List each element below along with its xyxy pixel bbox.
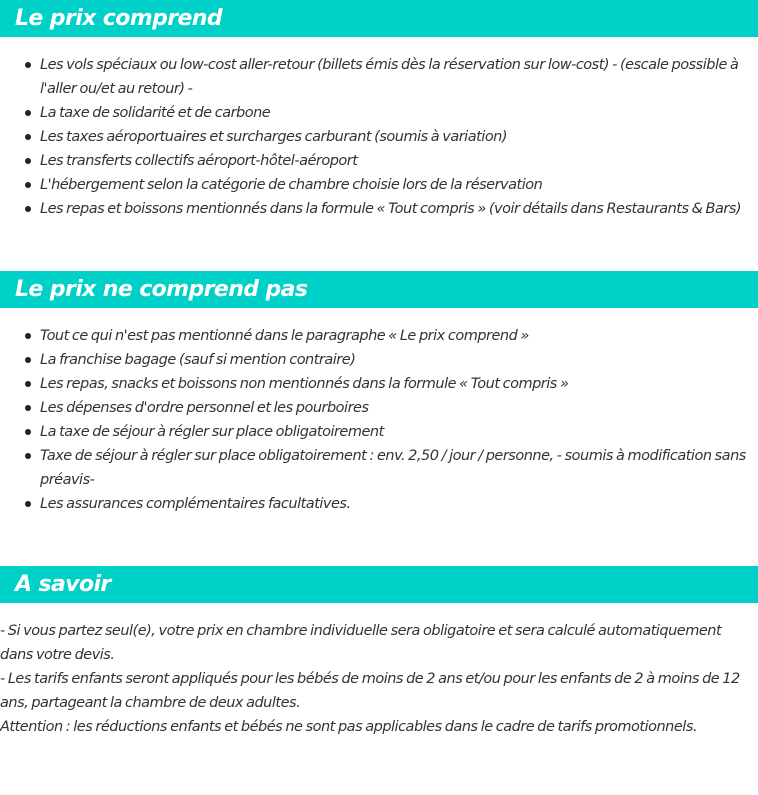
list-item: Tout ce qui n'est pas mentionné dans le paragraphe « Le prix comprend »	[0, 324, 748, 348]
list-item: La franchise bagage (sauf si mention contraire)	[0, 348, 748, 372]
list-item: Les repas et boissons mentionnés dans la formule « Tout compris » (voir détails dans Restaurants & Bars)	[0, 197, 748, 221]
included-list	[0, 53, 748, 221]
info-paragraph: - Si vous partez seul(e), votre prix en chambre individuelle sera obligatoire et sera calculé automatiquement dans votre devis.	[0, 623, 722, 663]
list-item: Les dépenses d'ordre personnel et les pourboires	[0, 396, 748, 420]
section-header-good-to-know	[0, 566, 758, 603]
info-paragraph: Attention : les réductions enfants et bébés ne sont pas applicables dans le cadre de tarifs promotionnels.	[0, 719, 697, 735]
list-item: La taxe de séjour à régler sur place obligatoirement	[0, 420, 748, 444]
section-header-not-included	[0, 271, 758, 308]
section-title-included: Le prix comprend	[15, 6, 222, 31]
section-title-not-included: Le prix ne comprend pas	[15, 277, 308, 302]
section-title-good-to-know: A savoir	[15, 572, 111, 597]
list-item: Les transferts collectifs aéroport-hôtel-aéroport	[0, 149, 748, 173]
list-item: L'hébergement selon la catégorie de chambre choisie lors de la réservation	[0, 173, 748, 197]
list-item: Les assurances complémentaires facultatives.	[0, 492, 748, 516]
list-item: Taxe de séjour à régler sur place obligatoirement : env. 2,50 / jour / personne, - soumis à modification sans préavis-	[0, 444, 748, 492]
list-item: Les repas, snacks et boissons non mentionnés dans la formule « Tout compris »	[0, 372, 748, 396]
info-paragraph: - Les tarifs enfants seront appliqués pour les bébés de moins de 2 ans et/ou pour les enfants de 2 à moins de 12 ans, partageant la chambre de deux adultes.	[0, 671, 740, 711]
list-item: Les taxes aéroportuaires et surcharges carburant (soumis à variation)	[0, 125, 748, 149]
list-item: La taxe de solidarité et de carbone	[0, 101, 748, 125]
list-item: Les vols spéciaux ou low-cost aller-retour (billets émis dès la réservation sur low-cost) - (escale possible à l'aller ou/et au retour) -	[0, 53, 748, 101]
good-to-know-text	[0, 619, 756, 739]
not-included-list	[0, 324, 748, 516]
section-header-included	[0, 0, 758, 37]
